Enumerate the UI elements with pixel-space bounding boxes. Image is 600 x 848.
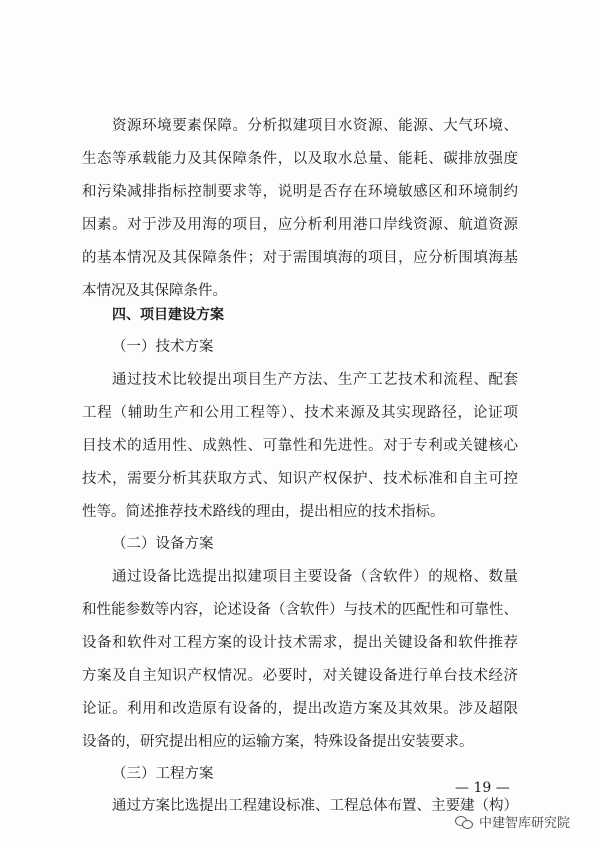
paragraph-line: 性等。简述推荐技术路线的理由，提出相应的技术指标。 — [82, 504, 445, 520]
paragraph-line: 和性能参数等内容，论述设备（含软件）与技术的匹配性和可靠性、 — [82, 602, 518, 618]
paragraph-line: 生态等承载能力及其保障条件，以及取水总量、能耗、碳排放强度 — [82, 151, 518, 167]
watermark — [455, 812, 570, 831]
subsection-heading: （二）设备方案 — [112, 536, 214, 552]
paragraph-line: 因素。对于涉及用海的项目，应分析利用港口岸线资源、航道资源 — [82, 217, 518, 233]
subsection-heading: （一）技术方案 — [112, 339, 214, 355]
page-number: — 19 — — [455, 780, 510, 796]
paragraph-line: 设备的，研究提出相应的运输方案，特殊设备提出安装要求。 — [82, 734, 474, 750]
paragraph-line: 的基本情况及其保障条件；对于需围填海的项目，应分析围填海基 — [82, 250, 518, 266]
paragraph-line: 通过方案比选提出工程建设标准、工程总体布置、主要建（构） — [112, 798, 518, 814]
watermark-text: 中建智库研究院 — [479, 816, 571, 831]
paragraph-line: 技术，需要分析其获取方式、知识产权保护、技术标准和自主可控 — [82, 471, 518, 487]
paragraph-line: 通过设备比选提出拟建项目主要设备（含软件）的规格、数量 — [112, 569, 518, 585]
paragraph-line: 通过技术比较提出项目生产方法、生产工艺技术和流程、配套 — [112, 372, 518, 388]
subsection-heading: （三）工程方案 — [112, 766, 214, 782]
paragraph-line: 和污染减排指标控制要求等，说明是否存在环境敏感区和环境制约 — [82, 184, 518, 200]
paragraph-line: 设备和软件对工程方案的设计技术需求，提出关键设备和软件推荐 — [82, 635, 518, 651]
paragraph-line: 工程（辅助生产和公用工程等）、技术来源及其实现路径，论证项 — [82, 405, 518, 421]
paragraph-line: 目技术的适用性、成熟性、可靠性和先进性。对于专利或关键核心 — [82, 438, 518, 454]
wechat-icon — [455, 815, 473, 829]
paragraph-line: 本情况及其保障条件。 — [82, 283, 227, 299]
section-heading: 四、项目建设方案 — [112, 307, 224, 323]
paragraph-line: 资源环境要素保障。分析拟建项目水资源、能源、大气环境、 — [112, 118, 518, 134]
paragraph-line: 方案及自主知识产权情况。必要时，对关键设备进行单台技术经济 — [82, 668, 518, 684]
paragraph-line: 论证。利用和改造原有设备的，提出改造方案及其效果。涉及超限 — [82, 701, 518, 717]
